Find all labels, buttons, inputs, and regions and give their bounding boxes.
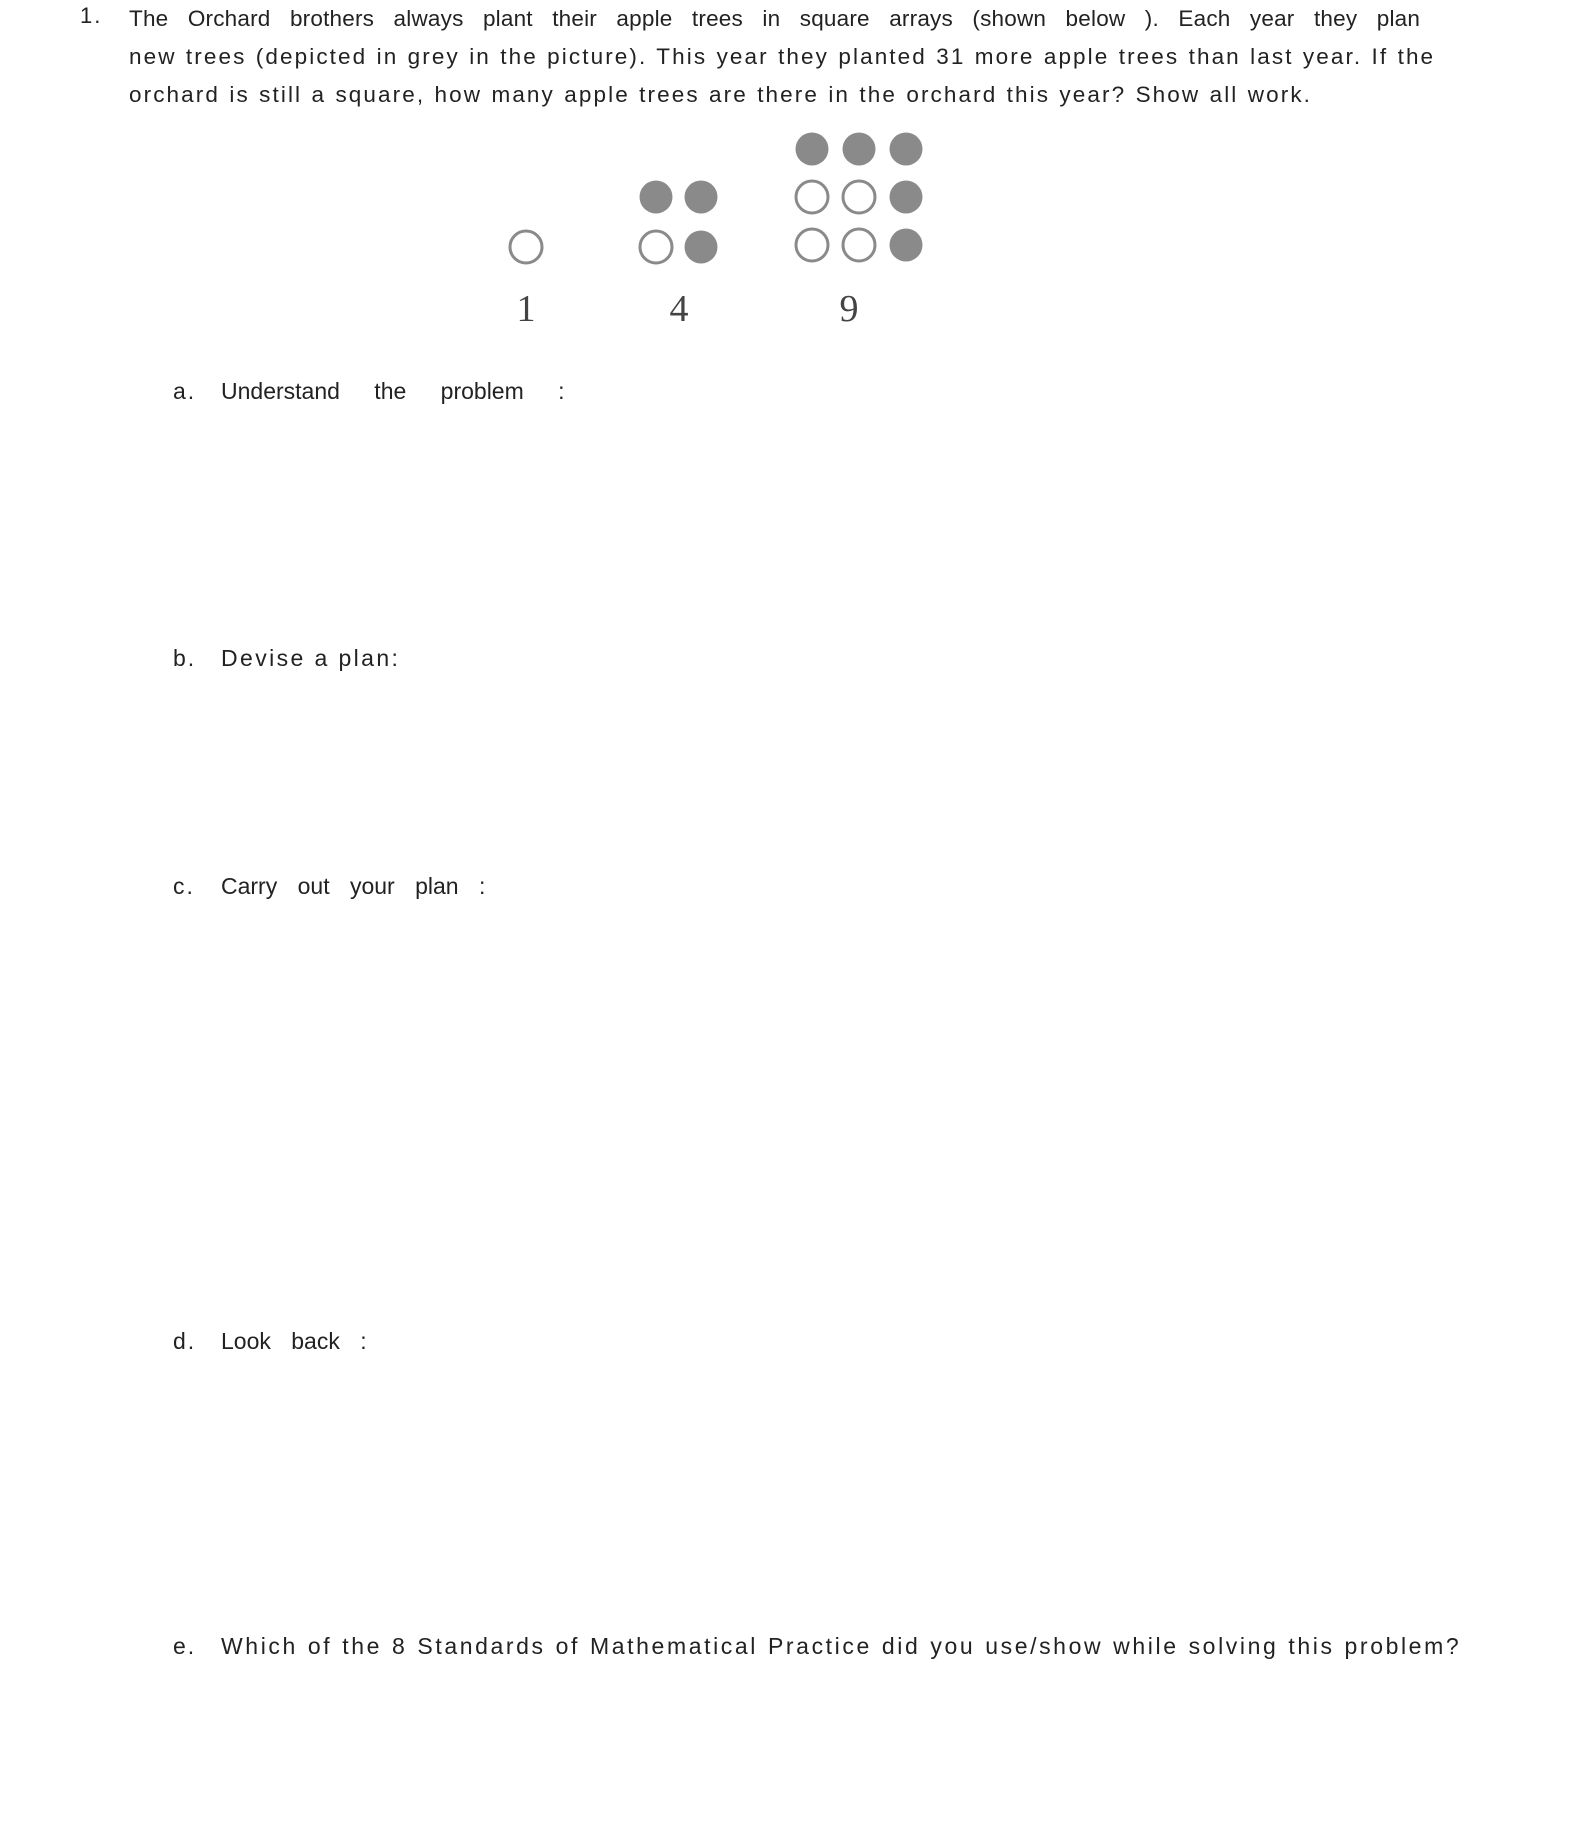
array-9 bbox=[796, 133, 923, 331]
question-text bbox=[129, 0, 1489, 114]
new-tree bbox=[890, 181, 923, 214]
new-tree bbox=[890, 133, 923, 166]
old-tree bbox=[843, 229, 875, 261]
step-label: Which of the 8 Standards of Mathematical Practice did you use/show while solving this problem? bbox=[221, 1633, 1462, 1659]
question-number: 1. bbox=[80, 3, 103, 28]
question-line-3: orchard is still a square, how many apple trees are there in the orchard this year? Show all work. bbox=[129, 82, 1313, 107]
new-tree bbox=[890, 229, 923, 262]
array-9-label: 9 bbox=[839, 288, 859, 330]
array-4 bbox=[640, 181, 718, 331]
array-4-label: 4 bbox=[669, 288, 689, 330]
step-label: Devise a plan: bbox=[221, 645, 401, 671]
question-line-1: The Orchard brothers always plant their apple trees in square arrays (shown below ). Each year they plan bbox=[129, 6, 1421, 31]
square-arrays-svg bbox=[490, 125, 950, 335]
new-tree bbox=[685, 231, 718, 264]
step-letter: d. bbox=[173, 1328, 197, 1354]
step-standards bbox=[173, 1633, 1461, 1660]
old-tree bbox=[640, 231, 672, 263]
new-tree bbox=[843, 133, 876, 166]
old-tree bbox=[843, 181, 875, 213]
square-arrays-figure bbox=[490, 125, 950, 335]
step-carry-out bbox=[173, 873, 485, 900]
new-tree bbox=[796, 133, 829, 166]
step-letter: c. bbox=[173, 873, 195, 899]
step-label: Carry out your plan : bbox=[221, 873, 486, 899]
array-1 bbox=[510, 231, 542, 330]
step-look-back bbox=[173, 1328, 367, 1355]
array-1-label: 1 bbox=[516, 288, 536, 330]
step-understand bbox=[173, 378, 565, 405]
question-line-2: new trees (depicted in grey in the picture). This year they planted 31 more apple trees than last year. If the bbox=[129, 44, 1436, 69]
step-letter: e. bbox=[173, 1633, 197, 1659]
old-tree bbox=[796, 229, 828, 261]
old-tree bbox=[796, 181, 828, 213]
new-tree bbox=[685, 181, 718, 214]
step-letter: b. bbox=[173, 645, 197, 671]
step-letter: a. bbox=[173, 378, 197, 404]
step-label: Look back : bbox=[221, 1328, 367, 1354]
new-tree bbox=[640, 181, 673, 214]
old-tree bbox=[510, 231, 542, 263]
step-label: Understand the problem : bbox=[221, 378, 565, 404]
step-devise-plan bbox=[173, 645, 400, 672]
